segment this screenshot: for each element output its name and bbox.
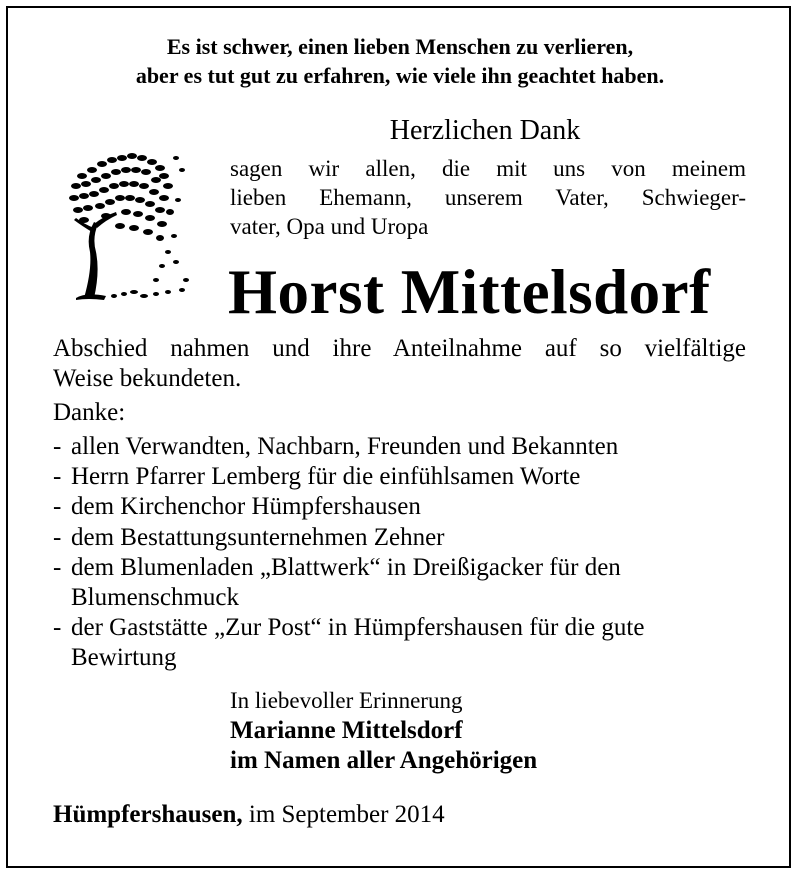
thanks-list: [53, 432, 753, 674]
place-and-date: [53, 800, 445, 830]
farewell-line-2: Weise bekundeten.: [53, 365, 242, 392]
thanks-line-1: sagen wir allen, die mit uns von meinem: [230, 156, 746, 181]
list-item-line-continued: Bewirtung: [71, 644, 177, 672]
deceased-name: Horst Mittelsdorf: [228, 257, 711, 327]
tree-with-falling-leaves-icon: [64, 140, 194, 310]
notice-date: im September 2014: [242, 801, 445, 828]
list-item: [53, 553, 753, 613]
list-item: [53, 432, 753, 462]
intro-line-1: Es ist schwer, einen lieben Menschen zu verlieren,: [166, 34, 634, 59]
thanks-text: [230, 154, 746, 241]
place-name: Hümpfershausen,: [53, 801, 243, 828]
thanks-title: Herzlichen Dank: [389, 115, 581, 146]
intro-quote: [0, 32, 800, 90]
list-item-line: - Herrn Pfarrer Lemberg für die einfühlsamen Worte: [71, 463, 581, 491]
signatory-relation: im Namen aller Angehörigen: [230, 747, 538, 774]
closing-phrase: In liebevoller Erinnerung: [230, 688, 463, 713]
thanks-line-2: lieben Ehemann, unserem Vater, Schwieger-: [230, 185, 746, 210]
farewell-line-1: Abschied nahmen und ihre Anteilnahme auf so vielfältige: [53, 335, 746, 362]
list-item: [53, 613, 753, 673]
intro-line-2: aber es tut gut zu erfahren, wie viele ihn geachtet haben.: [135, 63, 665, 88]
list-item: [53, 523, 753, 553]
farewell-text: [53, 334, 746, 394]
thanks-line-3: vater, Opa und Uropa: [230, 214, 429, 239]
danke-label: Danke:: [53, 399, 126, 426]
list-item-line: - dem Bestattungsunternehmen Zehner: [71, 523, 445, 551]
list-item-line: - dem Kirchenchor Hümpfershausen: [71, 493, 421, 521]
list-item: [53, 492, 753, 522]
closing-signature: [230, 686, 537, 776]
list-item-line: - der Gaststätte „Zur Post“ in Hümpfershausen für die gute: [71, 614, 645, 642]
list-item-line: - dem Blumenladen „Blattwerk“ in Dreißigacker für den: [71, 553, 621, 581]
signatory-name: Marianne Mittelsdorf: [230, 717, 463, 744]
list-item: [53, 462, 753, 492]
list-item-line-continued: Blumenschmuck: [71, 584, 240, 612]
list-item-line: - allen Verwandten, Nachbarn, Freunden und Bekannten: [71, 433, 619, 460]
